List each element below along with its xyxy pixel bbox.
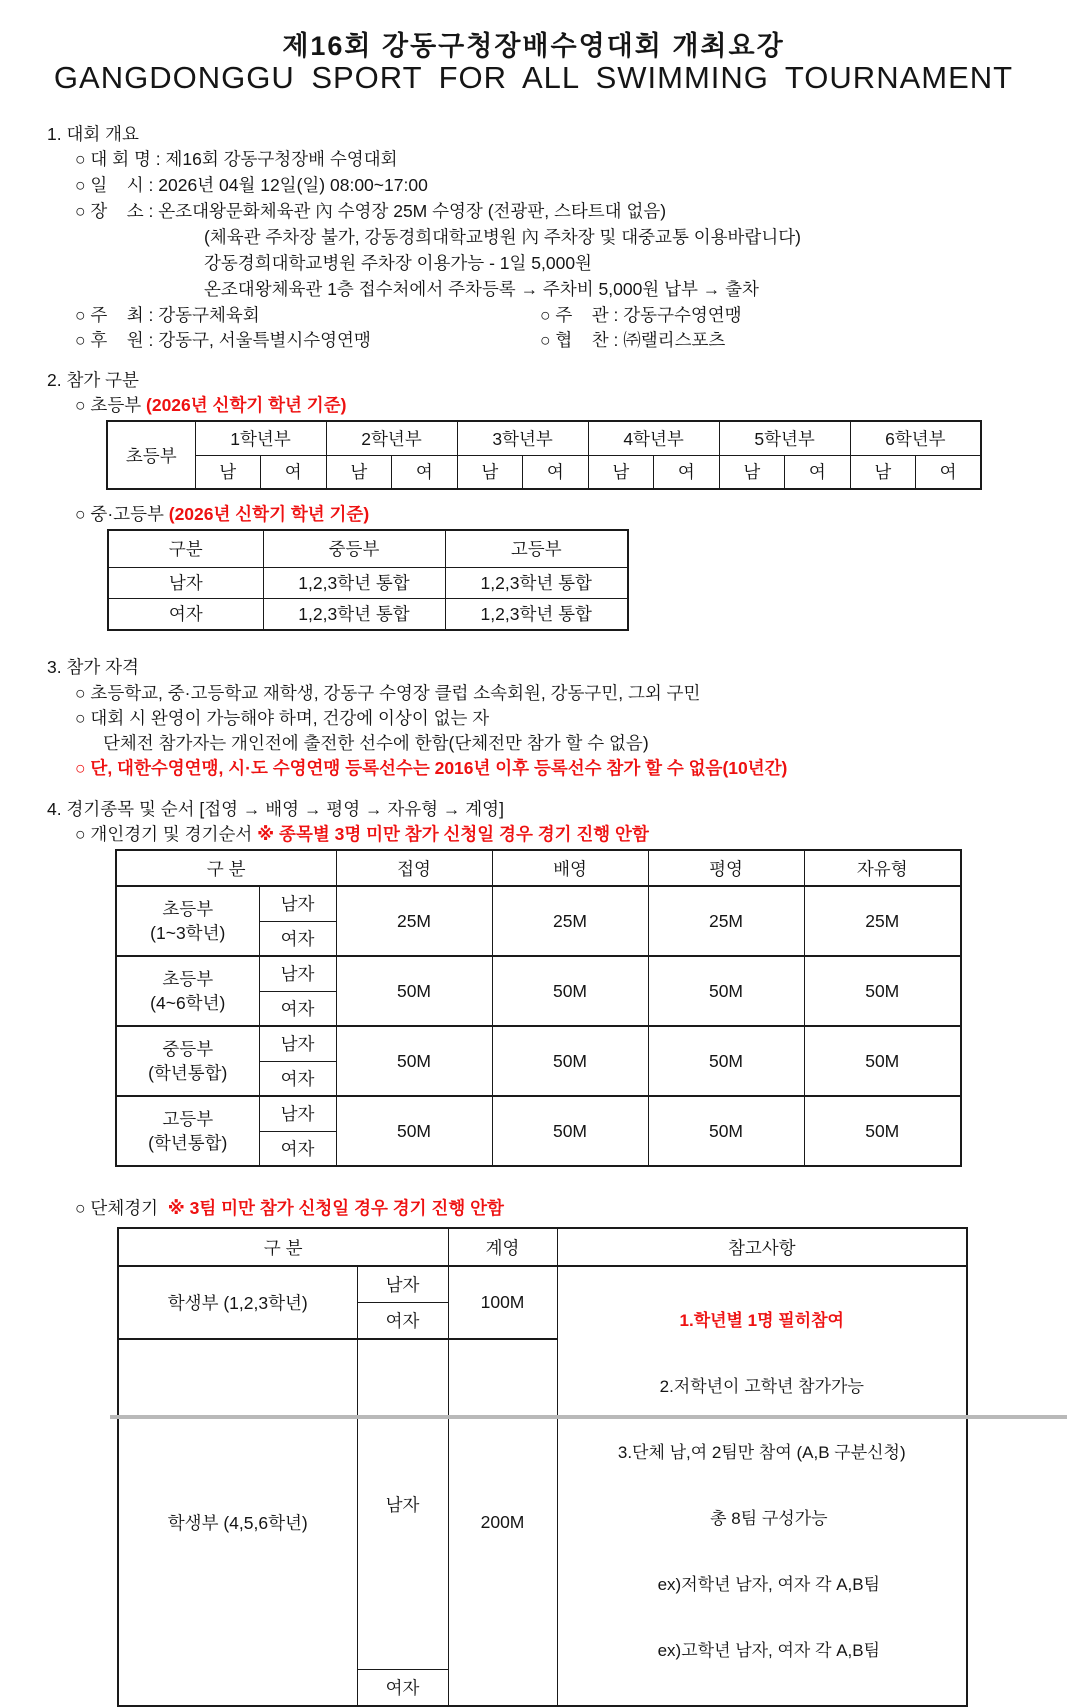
gender-cell: 남자 [259, 956, 336, 991]
distance-cell: 50M [336, 1026, 492, 1096]
page-subtitle: GANGDONGGU SPORT FOR ALL SWIMMING TOURNAMENT [53, 60, 1014, 95]
section2-heading: 2. 참가 구분 [47, 370, 139, 390]
gender-cell: 남자 [357, 1339, 448, 1669]
table-row [108, 598, 628, 630]
division-name: 중등부 [162, 1039, 214, 1059]
table-cell: 1,2,3학년 통합 [445, 598, 628, 630]
distance-cell: 25M [648, 886, 804, 956]
gender-cell: 남 [850, 455, 916, 489]
individual-label-text: ○ 개인경기 및 경기순서 [75, 824, 258, 844]
gender-cell: 남자 [108, 567, 263, 598]
division-name: 초등부 [162, 969, 214, 989]
eligibility-restriction-red: ○ 단, 대한수영연맹, 시·도 수영연맹 등록선수는 2016년 이후 등록선수 참가 할 수 없음(10년간) [75, 758, 788, 778]
elementary-label-text: ○ 초등부 [75, 395, 147, 415]
column-header: 참고사항 [557, 1228, 967, 1266]
gender-cell: 여자 [108, 598, 263, 630]
gender-cell: 여 [261, 455, 327, 489]
column-header: 접영 [336, 850, 492, 886]
parking-note-line-1: (체육관 주차장 불가, 강동경희대학교병원 內 주차장 및 대중교통 이용바랍니다) [204, 227, 801, 247]
gender-cell: 남자 [259, 886, 336, 921]
section3-heading: 3. 참가 자격 [47, 657, 139, 677]
elementary-basis-note: (2026년 신학기 학년 기준) [146, 395, 347, 415]
division-range: (1~3학년) [150, 923, 226, 943]
remarks-line-6: ex)고학년 남자, 여자 각 A,B팀 [643, 1641, 881, 1660]
table-row [116, 886, 961, 921]
table-header-row [116, 850, 961, 886]
individual-minimum-note: ※ 종목별 3명 미만 참가 신청일 경우 경기 진행 안함 [257, 824, 649, 844]
column-header: 배영 [492, 850, 648, 886]
table-row [116, 956, 961, 991]
event-venue-line: ○ 장 소 : 온조대왕문화체육관 內 수영장 25M 수영장 (전광판, 스타트대 없음) [75, 201, 667, 221]
event-name-line: ○ 대 회 명 : 제16회 강동구청장배 수영대회 [75, 149, 398, 169]
table-row [108, 530, 628, 567]
scan-edge-line [110, 1415, 1067, 1419]
grade-header: 2학년부 [326, 421, 457, 455]
column-header: 구분 [108, 530, 263, 567]
grade-header: 3학년부 [457, 421, 588, 455]
table-cell: 1,2,3학년 통합 [263, 567, 445, 598]
remarks-line-4: 총 8팀 구성가능 [695, 1509, 828, 1528]
distance-cell: 50M [648, 1096, 804, 1166]
team-label-text: ○ 단체경기 [75, 1198, 168, 1218]
division-cell: 학생부 (1,2,3학년) [118, 1266, 357, 1339]
division-range: (학년통합) [148, 1133, 228, 1153]
eligibility-item-1: ○ 초등학교, 중·고등학교 재학생, 강동구 수영장 클럽 소속회원, 강동구민, 그외 구민 [75, 683, 701, 703]
midhigh-division-table [107, 529, 629, 631]
division-cell [116, 956, 259, 1026]
column-header: 구 분 [116, 850, 336, 886]
gender-cell: 여자 [259, 921, 336, 956]
eligibility-item-2: ○ 대회 시 완영이 가능해야 하며, 건강에 이상이 없는 자 [75, 708, 490, 728]
remarks-cell [557, 1266, 967, 1706]
division-name: 고등부 [162, 1109, 214, 1129]
team-minimum-note: ※ 3팀 미만 참가 신청일 경우 경기 진행 안함 [167, 1198, 504, 1218]
table-row [107, 455, 981, 489]
table-row [116, 1026, 961, 1061]
elementary-division-label [75, 394, 346, 416]
gender-cell: 남자 [357, 1266, 448, 1302]
midhigh-label-text: ○ 중·고등부 [75, 504, 169, 524]
midhigh-basis-note: (2026년 신학기 학년 기준) [168, 504, 370, 524]
team-events-table [117, 1227, 968, 1707]
grade-header: 6학년부 [850, 421, 981, 455]
gender-cell: 여자 [259, 1131, 336, 1166]
sponsor-line: ○ 협 찬 : ㈜랠리스포츠 [540, 330, 726, 350]
division-cell [116, 1026, 259, 1096]
distance-cell: 50M [492, 1096, 648, 1166]
table-cell: 1,2,3학년 통합 [445, 567, 628, 598]
table-cell: 1,2,3학년 통합 [263, 598, 445, 630]
distance-cell: 50M [804, 1096, 961, 1166]
distance-cell: 50M [492, 956, 648, 1026]
distance-cell: 50M [804, 1026, 961, 1096]
distance-cell: 50M [336, 956, 492, 1026]
eligibility-item-2b: 단체전 참가자는 개인전에 출전한 선수에 한함(단체전만 참가 할 수 없음) [103, 733, 649, 753]
division-name: 초등부 [162, 899, 214, 919]
midhigh-division-label [75, 503, 369, 525]
column-header: 중등부 [263, 530, 445, 567]
table-row [116, 1096, 961, 1131]
event-datetime-line: ○ 일 시 : 2026년 04월 12일(일) 08:00~17:00 [75, 175, 428, 195]
remarks-line-2: 2.저학년이 고학년 참가가능 [659, 1377, 864, 1396]
distance-cell: 25M [804, 886, 961, 956]
division-range: (4~6학년) [150, 993, 226, 1013]
distance-cell: 50M [648, 956, 804, 1026]
grade-header: 1학년부 [195, 421, 326, 455]
gender-cell: 여자 [357, 1302, 448, 1339]
column-header: 구 분 [118, 1228, 448, 1266]
table-row [108, 567, 628, 598]
gender-cell: 여 [523, 455, 589, 489]
grade-header: 5학년부 [719, 421, 850, 455]
table-corner-cell: 초등부 [107, 421, 195, 489]
distance-cell: 50M [648, 1026, 804, 1096]
division-cell [116, 1096, 259, 1166]
section1-heading: 1. 대회 개요 [47, 124, 139, 144]
gender-cell: 여자 [357, 1669, 448, 1706]
support-line: ○ 후 원 : 강동구, 서울특별시수영연맹 [75, 330, 371, 350]
individual-events-table [115, 849, 962, 1167]
gender-cell: 여자 [259, 991, 336, 1026]
division-cell: 학생부 (4,5,6학년) [118, 1339, 357, 1706]
distance-cell: 100M [448, 1266, 557, 1339]
column-header: 평영 [648, 850, 804, 886]
distance-cell: 50M [336, 1096, 492, 1166]
table-row [118, 1266, 967, 1302]
distance-cell: 50M [804, 956, 961, 1026]
gender-cell: 여 [916, 455, 982, 489]
parking-note-line-2: 강동경희대학교병원 주차장 이용가능 - 1일 5,000원 [204, 253, 592, 273]
team-events-label [75, 1197, 504, 1219]
column-header: 자유형 [804, 850, 961, 886]
remarks-line-5: ex)저학년 남자, 여자 각 A,B팀 [643, 1575, 881, 1594]
gender-cell: 남 [326, 455, 392, 489]
remarks-line-1: 1.학년별 1명 필히참여 [679, 1311, 844, 1330]
remarks-line-3: 3.단체 남,여 2팀만 참여 (A,B 구분신청) [617, 1443, 906, 1462]
gender-cell: 남자 [259, 1026, 336, 1061]
distance-cell: 25M [492, 886, 648, 956]
gender-cell: 여 [392, 455, 458, 489]
division-cell [116, 886, 259, 956]
organizer-line: ○ 주 관 : 강동구수영연맹 [540, 305, 742, 325]
gender-cell: 남 [719, 455, 785, 489]
distance-cell: 25M [336, 886, 492, 956]
grade-header: 4학년부 [588, 421, 719, 455]
elementary-division-table [106, 420, 982, 490]
parking-note-line-3: 온조대왕체육관 1층 접수처에서 주차등록 → 주차비 5,000원 납부 → 출차 [204, 279, 759, 299]
gender-cell: 여자 [259, 1061, 336, 1096]
distance-cell: 50M [492, 1026, 648, 1096]
gender-cell: 여 [654, 455, 720, 489]
gender-cell: 여 [785, 455, 851, 489]
gender-cell: 남자 [259, 1096, 336, 1131]
division-range: (학년통합) [148, 1063, 228, 1083]
gender-cell: 남 [588, 455, 654, 489]
gender-cell: 남 [195, 455, 261, 489]
table-row [107, 421, 981, 455]
table-header-row [118, 1228, 967, 1266]
column-header: 고등부 [445, 530, 628, 567]
host-line: ○ 주 최 : 강동구체육회 [75, 305, 260, 325]
gender-cell: 남 [457, 455, 523, 489]
distance-cell: 200M [448, 1339, 557, 1706]
individual-events-label [75, 823, 649, 845]
section4-heading: 4. 경기종목 및 순서 [접영 → 배영 → 평영 → 자유형 → 계영] [47, 799, 504, 819]
page-title: 제16회 강동구청장배수영대회 개최요강 [282, 31, 785, 61]
column-header: 계영 [448, 1228, 557, 1266]
